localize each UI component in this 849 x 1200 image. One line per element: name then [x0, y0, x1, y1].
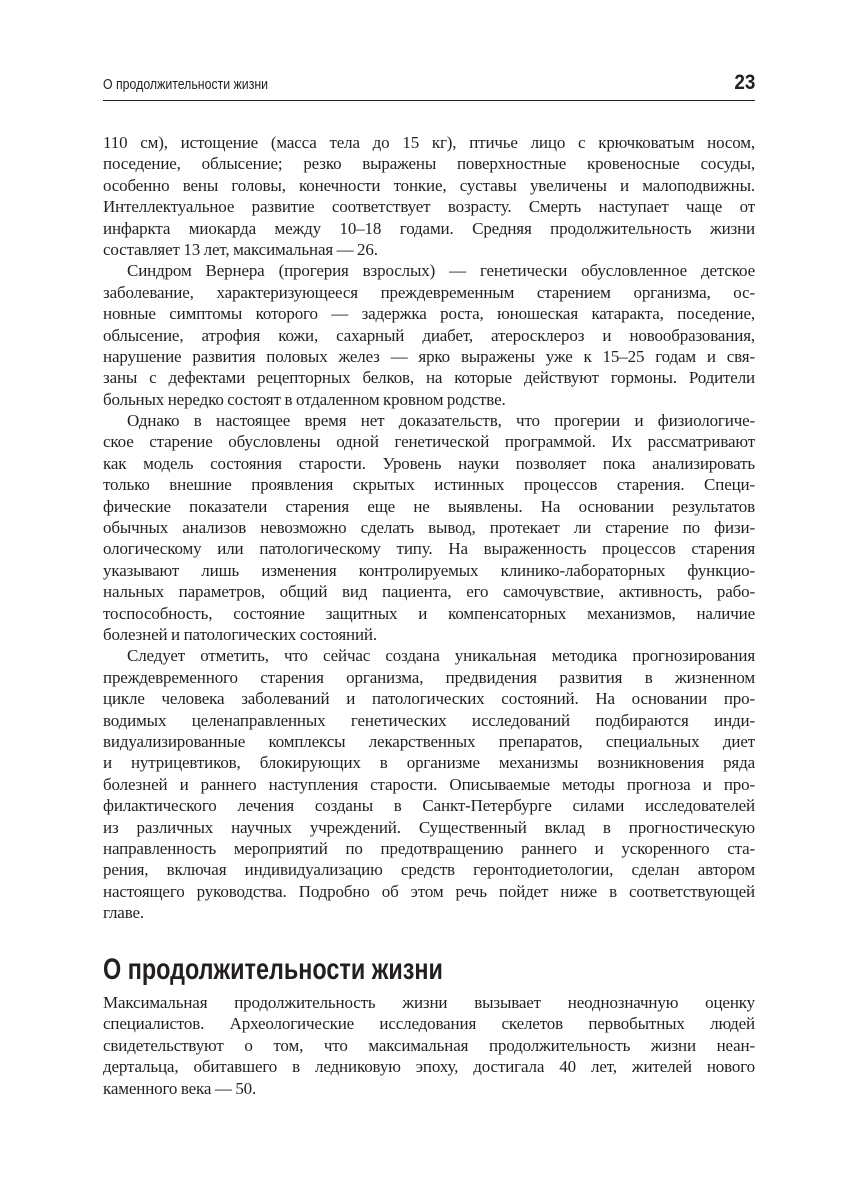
text-line: нальных параметров, общий вид пациента, его самочувствие, активность, рабо- [103, 582, 755, 602]
text-line: цикле человека заболеваний и патологических состояний. На основании про- [103, 689, 755, 709]
text-line: обычных анализов невозможно сделать вывод, протекает ли старение по физи- [103, 518, 755, 538]
text-line: направленность мероприятий по предотвращению раннего и ускоренного ста- [103, 838, 755, 858]
text-line: новные симптомы которого — задержка роста, юношеская катаракта, поседение, [103, 304, 755, 324]
text-line: ское старение обусловлены одной генетической программой. Их рассматривают [103, 432, 755, 452]
paragraph [103, 410, 755, 645]
text-line: и нутрицевтиков, блокирующих в организме механизмы возникновения ряда [103, 753, 755, 773]
text-line: рения, включая индивидуализацию средств геронтодиетологии, сделан автором [103, 860, 755, 880]
text-line: свидетельствуют о том, что максимальная продолжительность жизни неан- [103, 1035, 755, 1055]
text-line: указывают лишь изменения контролируемых клинико-лабораторных функцио- [103, 560, 755, 580]
text-line: заны с дефектами рецепторных белков, на которые действуют гормоны. Родители [103, 368, 755, 388]
text-line: каменного века — 50. [103, 1078, 257, 1098]
text-line: главе. [103, 903, 144, 923]
text-line: особенно вены головы, конечности тонкие, суставы увеличены и малоподвижны. [103, 175, 755, 195]
text-line: Максимальная продолжительность жизни вызывает неоднозначную оценку [103, 993, 755, 1012]
text-line: как модель состояния старости. Уровень науки позволяет пока анализировать [103, 453, 755, 473]
text-line: специалистов. Археологические исследования скелетов первобытных людей [103, 1014, 755, 1034]
text-line: дертальца, обитавшего в ледниковую эпоху, достигала 40 лет, жителей нового [103, 1057, 755, 1077]
text-line: заболевание, характеризующееся преждевременным старением организма, ос- [103, 282, 755, 302]
text-line: видуализированные комплексы лекарственных препаратов, специальных диет [103, 731, 755, 751]
section-heading: О продолжительности жизни [103, 953, 443, 986]
text-line: тоспособность, состояние защитных и компенсаторных механизмов, наличие [103, 603, 755, 623]
text-line: составляет 13 лет, максимальная — 26. [103, 239, 378, 259]
text-line: больных нередко состоят в отдаленном кровном родстве. [103, 389, 506, 409]
text-line: инфаркта миокарда между 10–18 годами. Средняя продолжительность жизни [103, 218, 755, 238]
text-line: болезней и раннего наступления старости. Описываемые методы прогноза и про- [103, 774, 755, 794]
text-line: Однако в настоящее время нет доказательств, что прогерии и физиологиче- [127, 411, 755, 431]
text-line: болезней и патологических состояний. [103, 624, 377, 644]
text-line: Интеллектуальное развитие соответствует возрасту. Смерть наступает чаще от [103, 197, 755, 217]
paragraph [103, 645, 755, 923]
paragraph [103, 260, 755, 410]
text-line: 110 см), истощение (масса тела до 15 кг), птичье лицо с крючковатым носом, [103, 133, 755, 152]
text-line: только внешние проявления скрытых истинных процессов старения. Специ- [103, 475, 755, 495]
text-line: Синдром Вернера (прогерия взрослых) — генетически обусловленное детское [127, 261, 755, 281]
section-body-text [103, 992, 755, 1099]
text-line: филактического лечения созданы в Санкт-Петербурге силами исследователей [103, 796, 755, 816]
paragraph [103, 132, 755, 260]
text-line: Следует отметить, что сейчас создана уникальная методика прогнозирования [127, 646, 755, 666]
running-title: О продолжительности жизни [103, 77, 269, 93]
text-line: ологическому или патологическому типу. На выраженность процессов старения [103, 539, 755, 559]
page-number: 23 [733, 71, 755, 94]
paragraph [103, 992, 755, 1099]
text-line: преждевременного старения организма, предвидения развития в жизненном [103, 667, 755, 687]
text-line: фические показатели старения еще не выявлены. На основании результатов [103, 496, 755, 516]
text-line: облысение, атрофия кожи, сахарный диабет, атеросклероз и новообразования, [103, 325, 755, 345]
text-line: нарушение развития половых желез — ярко выражены уже к 15–25 годам и свя- [103, 346, 755, 366]
running-header [103, 70, 755, 101]
text-line: из различных научных учреждений. Существенный вклад в прогностическую [103, 817, 755, 837]
text-line: настоящего руководства. Подробно об этом речь пойдет ниже в соответствующей [103, 881, 755, 901]
text-line: водимых целенаправленных генетических исследований подбираются инди- [103, 710, 755, 730]
text-line: поседение, облысение; резко выражены поверхностные кровеносные сосуды, [103, 154, 755, 174]
body-text [103, 132, 755, 923]
